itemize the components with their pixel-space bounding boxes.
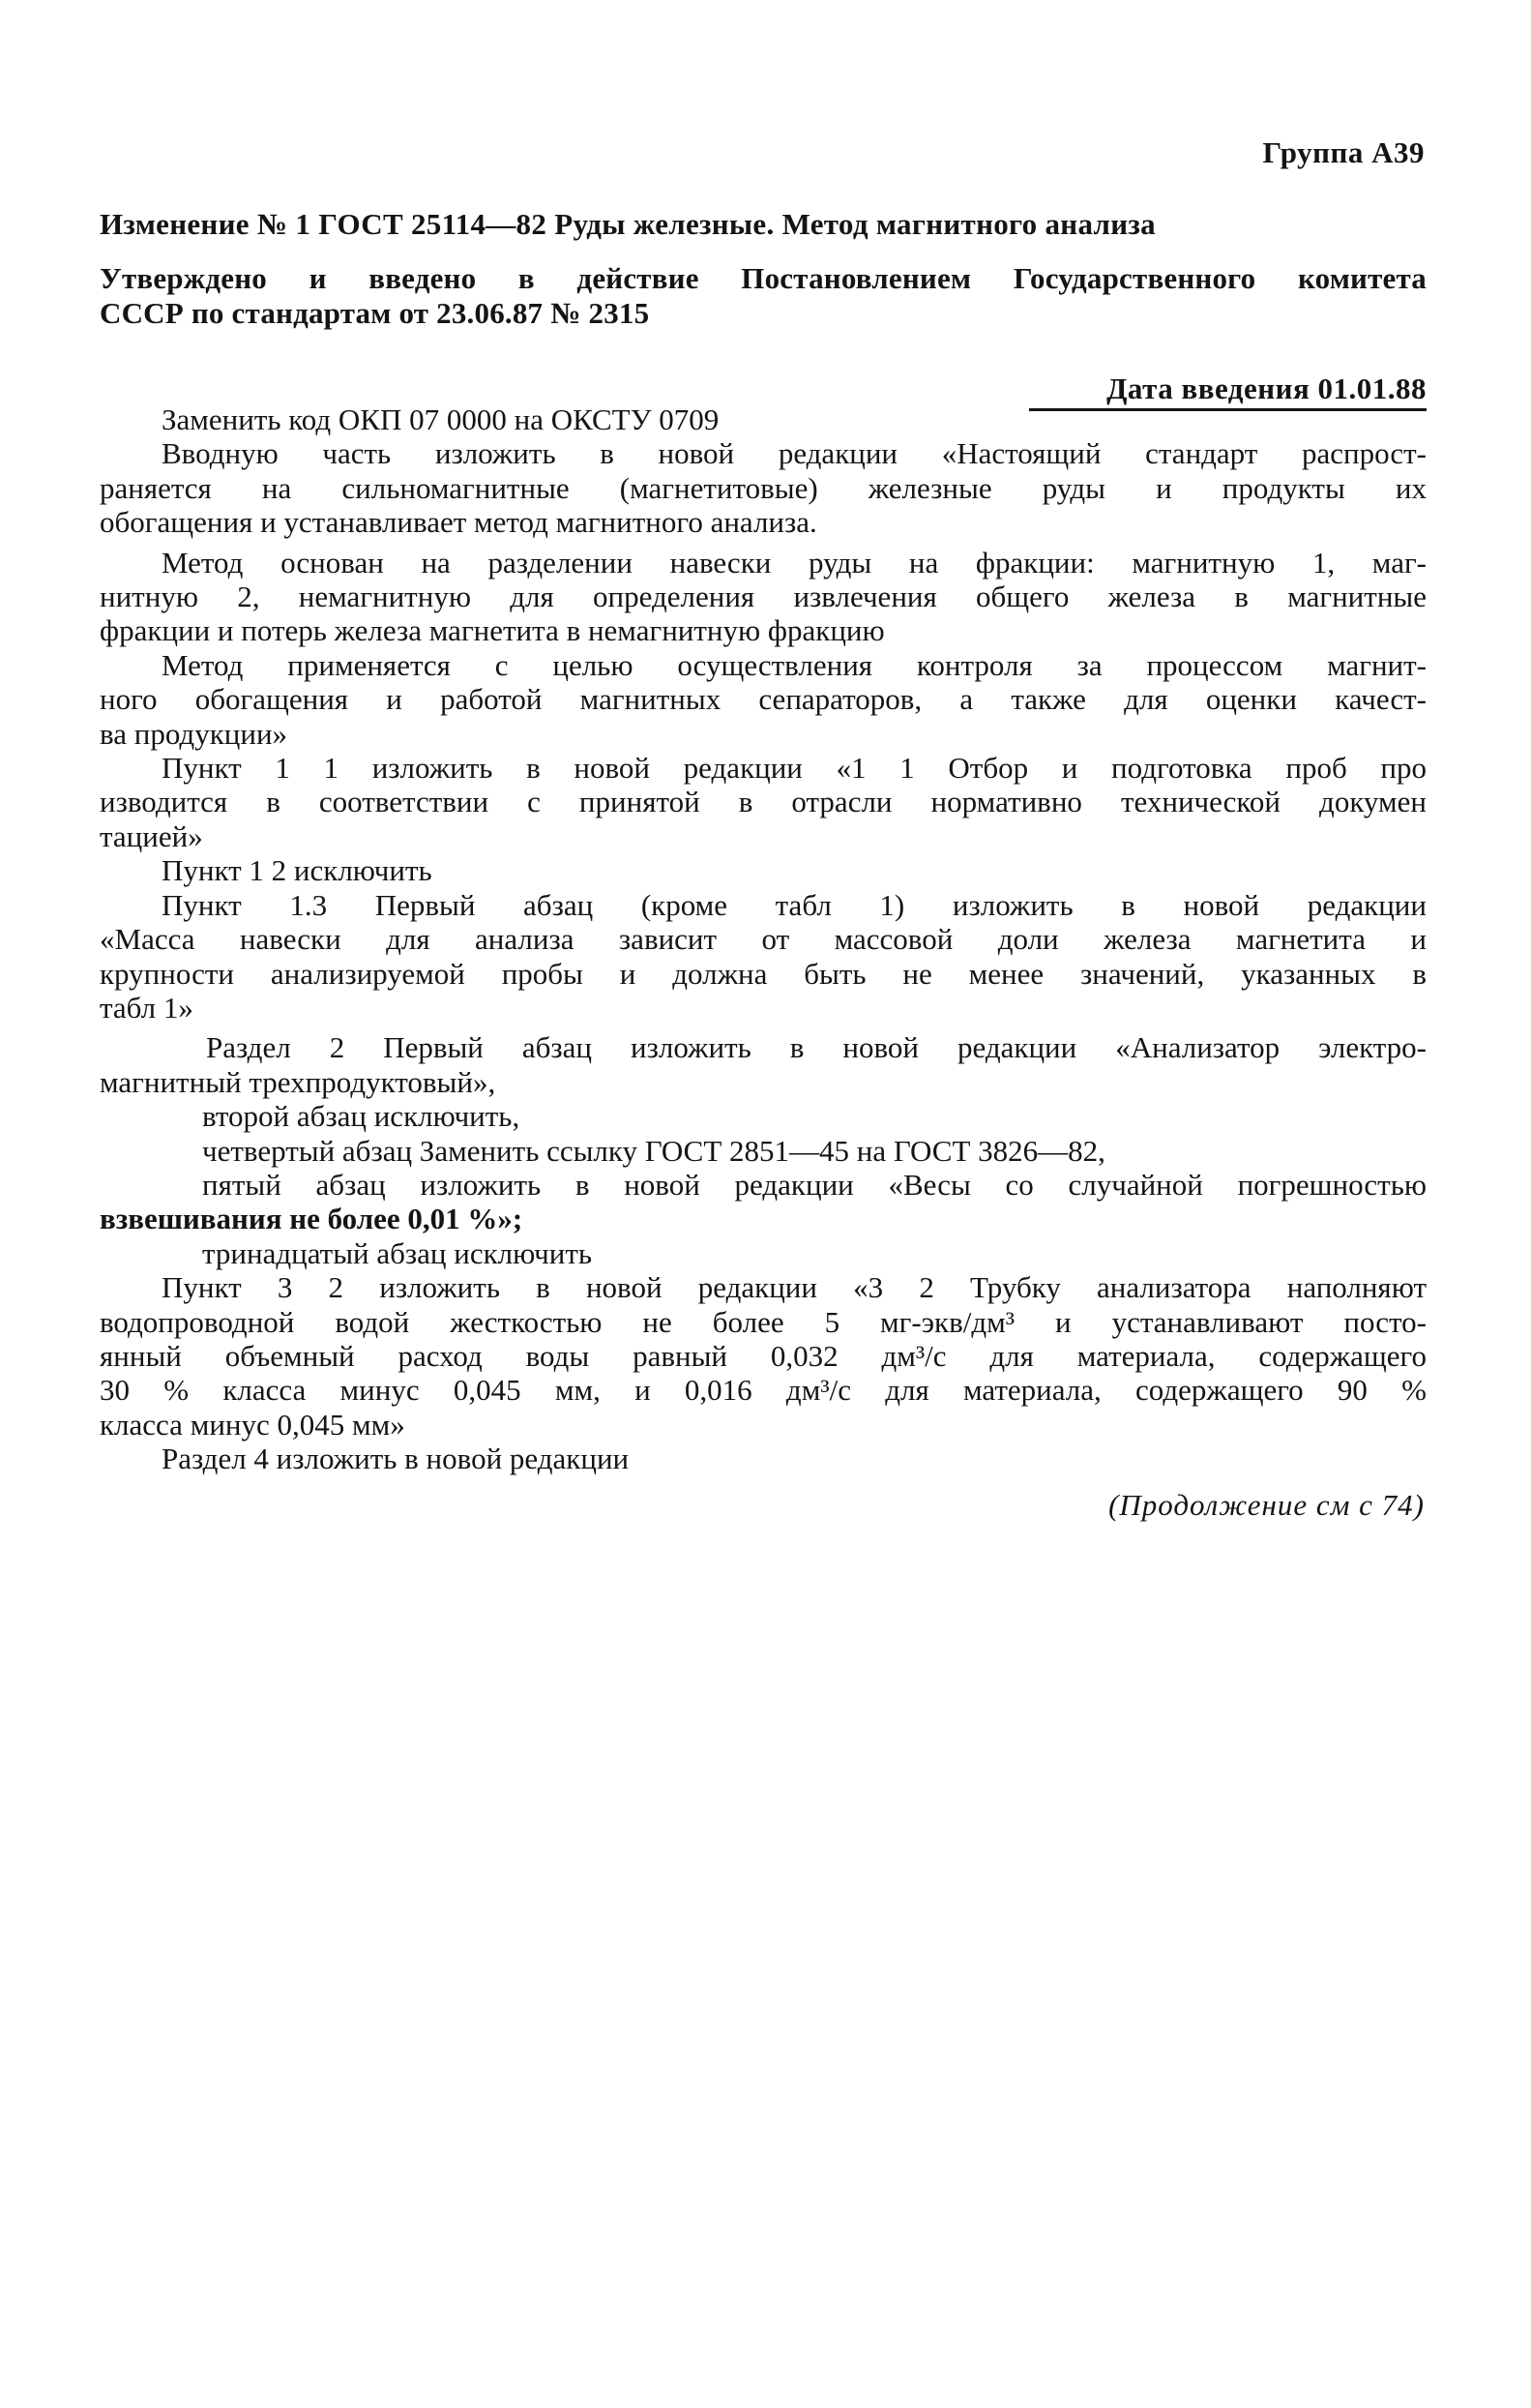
text-line: Пункт 1.3 Первый абзац (кроме табл 1) изложить в новой редакции (162, 887, 1427, 922)
text-line: ного обогащения и работой магнитных сепараторов, а также для оценки качест- (100, 682, 1427, 717)
approval-statement (100, 261, 1427, 331)
text-line: второй абзац исключить, (202, 1099, 520, 1134)
text-line: тринадцатый абзац исключить (202, 1235, 592, 1270)
text-line: пятый абзац изложить в новой редакции «Весы со случайной погрешностью (202, 1167, 1427, 1202)
text-line: нитную 2, немагнитную для определения извлечения общего железа в магнитные (100, 580, 1427, 614)
text-line: фракции и потерь железа магнетита в немагнитную фракцию (100, 613, 885, 648)
text-line: крупности анализируемой пробы и должна быть не менее значений, указанных в (100, 956, 1427, 991)
text-line: изводится в соответствии с принятой в отрасли нормативно технической докумен (100, 785, 1427, 819)
text-line: Заменить код ОКП 07 0000 на ОКСТУ 0709 (162, 402, 720, 436)
text-line: 30 % класса минус 0,045 мм, и 0,016 дм³/с для материала, содержащего 90 % (100, 1373, 1427, 1408)
text-line: четвертый абзац Заменить ссылку ГОСТ 2851—45 на ГОСТ 3826—82, (202, 1133, 1105, 1168)
continued-note: (Продолжение см с 74) (1108, 1488, 1425, 1522)
approval-line: Утверждено и введено в действие Постановлением Государственного комитета (100, 261, 1427, 295)
text-line: янный объемный расход воды равный 0,032 дм³/с для материала, содержащего (100, 1338, 1427, 1373)
text-line: ва продукции» (100, 716, 288, 751)
text-line: Метод применяется с целью осуществления контроля за процессом магнит- (162, 647, 1427, 682)
text-line: тацией» (100, 818, 203, 853)
text-line: Метод основан на разделении навески руды на фракции: магнитную 1, маг- (162, 545, 1427, 580)
text-line: водопроводной водой жесткостью не более 5 мг-экв/дм³ и устанавливают посто- (100, 1304, 1427, 1339)
text-line: Раздел 4 изложить в новой редакции (162, 1442, 630, 1476)
text-line: Пункт 3 2 изложить в новой редакции «3 2 Трубку анализатора наполняют (162, 1270, 1427, 1305)
text-line: обогащения и устанавливает метод магнитного анализа. (100, 505, 817, 540)
text-line: Раздел 2 Первый абзац изложить в новой редакции «Анализатор электро- (206, 1030, 1427, 1065)
text-line: магнитный трехпродуктовый», (100, 1064, 496, 1099)
text-line: раняется на сильномагнитные (магнетитовые) железные руды и продукты их (100, 470, 1427, 505)
document-title: Изменение № 1 ГОСТ 25114—82 Руды железные. Метод магнитного анализа (100, 207, 1156, 241)
effective-date: Дата введения 01.01.88 (1029, 372, 1427, 411)
group-code: Группа А39 (1262, 135, 1425, 169)
text-line: «Масса навески для анализа зависит от массовой доли железа магнетита и (100, 922, 1427, 957)
text-line: Вводную часть изложить в новой редакции «Настоящий стандарт распрост- (162, 436, 1427, 471)
approval-line: СССР по стандартам от 23.06.87 № 2315 (100, 296, 650, 330)
text-line: взвешивания не более 0,01 %»; (100, 1202, 523, 1236)
amendment-text (100, 402, 1427, 1476)
text-line: класса минус 0,045 мм» (100, 1407, 405, 1442)
text-line: Пункт 1 1 изложить в новой редакции «1 1 Отбор и подготовка проб про (162, 751, 1427, 786)
text-line: Пункт 1 2 исключить (162, 853, 432, 888)
text-line: табл 1» (100, 990, 193, 1025)
